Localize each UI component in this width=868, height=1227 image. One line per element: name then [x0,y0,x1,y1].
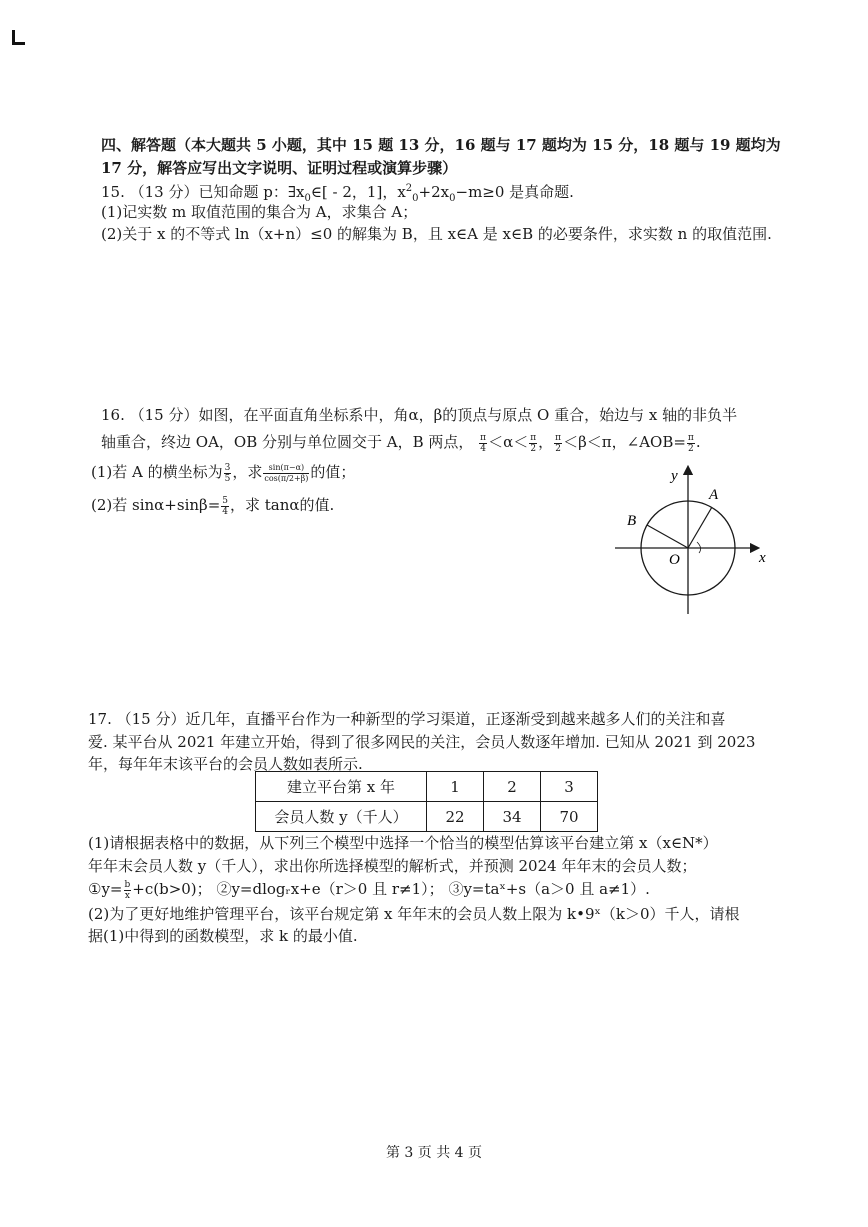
q17-part1-line1: (1)请根据表格中的数据，从下列三个模型中选择一个恰当的模型估算该平台建立第 x（x∈N*） [88,834,718,852]
fraction-5-over-4: $\frac{5}{4}$ [222,495,228,517]
q17-line1: 17. （15 分）近几年，直播平台作为一种新型的学习渠道，正逐渐受到越来越多人们的关注和喜 [88,710,726,728]
label-A: A [709,487,719,503]
q17-line2: 爱. 某平台从 2021 年建立开始，得到了很多网民的关注，会员人数逐年增加. 已知从 2021 到 2023 [88,733,756,751]
table-cell: 34 [484,802,541,832]
q16-line2: 轴重合，终边 OA，OB 分别与单位圆交于 A，B 两点， $\frac{\pi}{4}$ ＜α＜ $\frac{\pi}{2}$ ， $\frac{\pi}{2}$ ＜β＜π，∠AOB= $\frac{\pi}{2}$ . [101,432,701,454]
q16-line2-a: 轴重合，终边 OA，OB 分别与单位圆交于 A，B 两点， [101,433,474,451]
q16-part2 [91,495,334,517]
table-header-year: 建立平台第 x 年 [256,772,427,802]
fraction-pi-over-2: $\frac{\pi}{2}$ [687,432,694,454]
label-y: y [671,468,678,484]
q17-models [88,879,650,901]
q15-stem-a: 15. （13 分）已知命题 p：∃x [101,183,305,201]
label-x: x [759,550,766,566]
q17-part1-line2: 年年末会员人数 y（千人），求出你所选择模型的解析式，并预测 2024 年年末的会员人数； [88,857,697,875]
q16-part1-c: 的值； [310,463,356,481]
q15-stem-d: −m≥0 是真命题. [455,183,574,201]
model3: ③y=taˣ+s（a＞0 且 a≠1）. [448,880,650,898]
q15-part1: (1)记实数 m 取值范围的集合为 A，求集合 A； [101,203,418,221]
unit-circle-figure [605,462,785,617]
fraction-pi-over-2: $\frac{\pi}{2}$ [530,432,537,454]
table-cell: 1 [427,772,484,802]
q16-part1-a: (1)若 A 的横坐标为 [91,463,223,481]
table-row [256,802,598,832]
subscript-0: 0 [412,193,419,204]
ray-OB [647,525,688,548]
q16-part1 [91,462,355,484]
q17-part2-line2: 据(1)中得到的函数模型，求 k 的最小值. [88,927,358,945]
section-header-line1: 四、解答题（本大题共 5 小题，其中 15 题 13 分，16 题与 17 题均为 15 分，18 题与 19 题均为 [101,136,781,154]
subscript-0: 0 [449,193,456,204]
label-B: B [627,513,637,529]
model1-a: ①y= [88,880,123,898]
page-footer: 第 3 页 共 4 页 [385,1145,483,1161]
q16-part2-a: (2)若 sinα+sinβ= [91,496,221,514]
table-cell: 70 [541,802,598,832]
q16-line1: 16. （15 分）如图，在平面直角坐标系中，角α，β的顶点与原点 O 重合，始边与 x 轴的非负半 [101,406,738,424]
section-header-line2: 17 分，解答应写出文字说明、证明过程或演算步骤） [101,159,458,177]
q15-stem-b: ∈[ - 2，1]，x [310,183,406,201]
ray-OA [688,507,712,548]
table-cell: 3 [541,772,598,802]
subscript-0: 0 [304,193,311,204]
scan-corner-mark [12,30,25,45]
table-row [256,772,598,802]
fraction-pi-over-2: $\frac{\pi}{2}$ [555,432,562,454]
q16-part1-b: ，求 [232,463,263,481]
membership-table [255,771,598,832]
model1-b: +c(b>0)； [132,880,212,898]
fraction-pi-over-4: $\frac{\pi}{4}$ [480,432,487,454]
q15-part2: (2)关于 x 的不等式 ln（x+n）≤0 的解集为 B，且 x∈A 是 x∈B 的必要条件，求实数 n 的取值范围. [101,225,772,243]
alpha-range: ＜α＜ [488,433,529,451]
fraction-trig-expression: $\frac{\sin(\pi-\alpha)}{\cos(\pi/2+\beta)}$ [264,462,309,483]
superscript-2: 2 [405,183,413,194]
table-cell: 22 [427,802,484,832]
q15-stem-c: +2x [418,183,450,201]
model2: ②y=dlogᵣx+e（r＞0 且 r≠1）； [216,880,444,898]
q17-part2-line1: (2)为了更好地维护管理平台，该平台规定第 x 年年末的会员人数上限为 k•9ˣ（k＞0）千人，请根 [88,905,740,923]
label-O: O [669,552,680,568]
table-cell: 2 [484,772,541,802]
q16-part2-b: ，求 tanα的值. [230,496,335,514]
fraction-b-over-x: $\frac{b}{x}$ [124,879,131,901]
table-header-members: 会员人数 y（千人） [256,802,427,832]
fraction-3-over-5: $\frac{3}{5}$ [224,462,231,484]
beta-range: ＜β＜π，∠AOB= [563,433,686,451]
q17-line3: 年，每年年末该平台的会员人数如表所示. [88,755,363,773]
